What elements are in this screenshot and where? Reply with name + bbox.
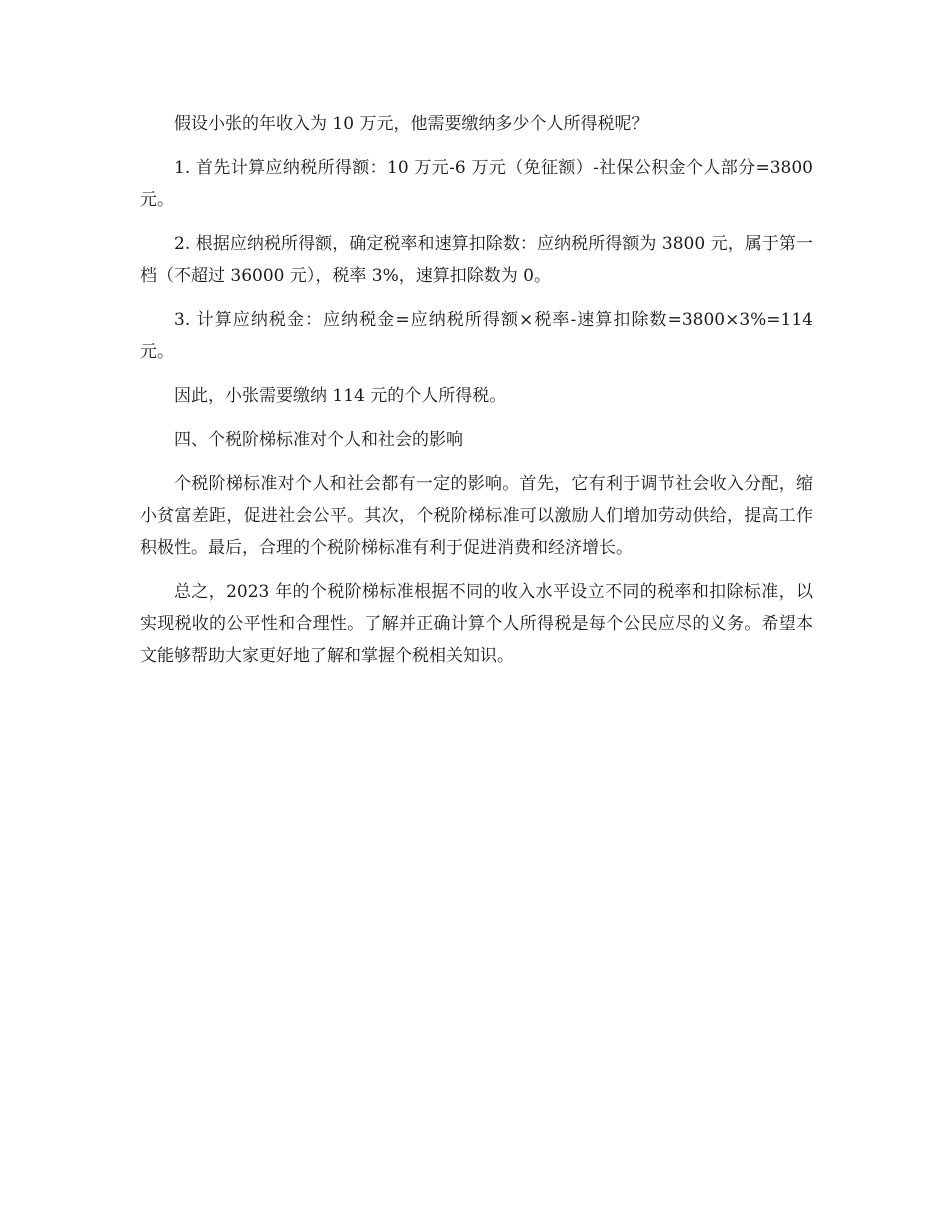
step-2-paragraph: 2. 根据应纳税所得额，确定税率和速算扣除数：应纳税所得额为 3800 元，属于第一档（不超过 36000 元），税率 3%，速算扣除数为 0。 xyxy=(140,234,813,286)
step-1-paragraph: 1. 首先计算应纳税所得额：10 万元-6 万元（免征额）-社保公积金个人部分=3800 元。 xyxy=(140,158,813,210)
step-3-paragraph: 3. 计算应纳税金：应纳税金=应纳税所得额×税率-速算扣除数=3800×3%=114 元。 xyxy=(140,310,813,362)
conclusion-paragraph: 总之，2023 年的个税阶梯标准根据不同的收入水平设立不同的税率和扣除标准，以实现税收的公平性和合理性。了解并正确计算个人所得税是每个公民应尽的义务。希望本文能够帮助大家更好地了解和掌握个税相关知识。 xyxy=(140,582,813,666)
document-body xyxy=(140,108,813,684)
example-intro-paragraph: 假设小张的年收入为 10 万元，他需要缴纳多少个人所得税呢？ xyxy=(174,114,649,134)
section-heading: 四、个税阶梯标准对个人和社会的影响 xyxy=(174,430,463,450)
impact-paragraph: 个税阶梯标准对个人和社会都有一定的影响。首先，它有利于调节社会收入分配，缩小贫富差距，促进社会公平。其次，个税阶梯标准可以激励人们增加劳动供给，提高工作积极性。最后，合理的个税阶梯标准有利于促进消费和经济增长。 xyxy=(140,474,813,558)
result-paragraph: 因此，小张需要缴纳 114 元的个人所得税。 xyxy=(174,386,507,406)
